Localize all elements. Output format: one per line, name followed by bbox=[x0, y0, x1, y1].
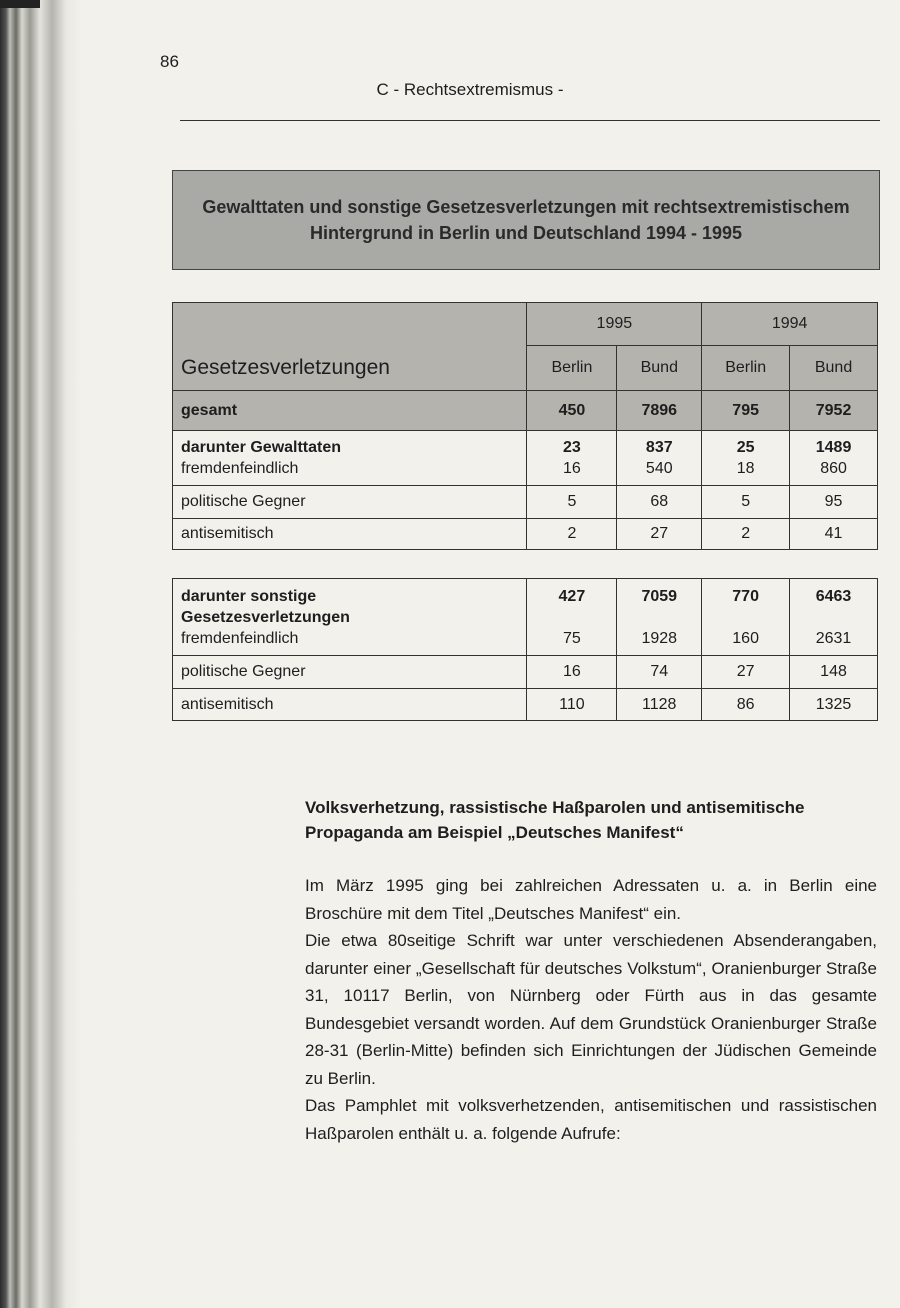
cell: 860 bbox=[820, 460, 847, 477]
cell: 27 bbox=[702, 656, 790, 689]
year-header: 1994 bbox=[702, 303, 878, 346]
table-row bbox=[173, 519, 878, 550]
cell: 86 bbox=[702, 689, 790, 721]
cell: 795 bbox=[702, 391, 790, 431]
table-title-box bbox=[172, 170, 880, 270]
table-title: Gewalttaten und sonstige Gesetzesverletzungen mit rechtsextremistischem Hintergrund in Berlin und Deutschland 1994 - 1995 bbox=[202, 197, 850, 243]
table-row bbox=[173, 579, 878, 656]
cell: 68 bbox=[617, 486, 702, 519]
cell: 837 bbox=[645, 439, 673, 456]
cell: 770 bbox=[732, 587, 759, 605]
cell: 18 bbox=[736, 460, 755, 477]
cell: 450 bbox=[527, 391, 617, 431]
cell: 160 bbox=[732, 629, 759, 647]
cell: 1928 bbox=[641, 629, 678, 647]
cell: 16 bbox=[527, 656, 617, 689]
cell: 16 bbox=[563, 460, 581, 477]
col-header: Berlin bbox=[527, 346, 617, 391]
table-row-gesamt bbox=[173, 391, 878, 431]
cell: 7952 bbox=[790, 391, 878, 431]
row-label: gesamt bbox=[173, 391, 527, 431]
cell: 7896 bbox=[617, 391, 702, 431]
row-label: Gesetzesverletzungen bbox=[181, 608, 350, 626]
statistics-table-other bbox=[172, 578, 878, 721]
section-heading: Volksverhetzung, rassistische Haßparolen und antisemitische Propaganda am Beispiel „Deutsches Manifest“ bbox=[305, 798, 805, 842]
table-row bbox=[173, 486, 878, 519]
cell: 2 bbox=[702, 519, 790, 550]
col-header: Bund bbox=[617, 346, 702, 391]
header-rule bbox=[180, 120, 880, 121]
cell: 23 bbox=[563, 439, 581, 456]
row-label: antisemitisch bbox=[173, 689, 527, 721]
cell: 95 bbox=[790, 486, 878, 519]
row-label: fremdenfeindlich bbox=[181, 460, 299, 477]
table-row bbox=[173, 431, 878, 486]
row-label: politische Gegner bbox=[173, 486, 527, 519]
book-binding-edge bbox=[0, 0, 82, 1308]
scan-edge-mark bbox=[0, 0, 40, 8]
cell: 6463 bbox=[815, 587, 852, 605]
paragraph: Das Pamphlet mit volksverhetzenden, antisemitischen und rassistischen Haßparolen enthält u. a. folgende Aufrufe: bbox=[305, 1096, 877, 1143]
table-row bbox=[173, 656, 878, 689]
statistics-table-violence bbox=[172, 302, 878, 550]
paragraph: Die etwa 80seitige Schrift war unter verschiedenen Absenderangaben, darunter einer „Gesellschaft für deutsches Volkstum“, Oranienburger Straße 31, 10117 Berlin, von Nürnberg oder Fürth aus in das gesamte Bundesgebiet versandt worden. Auf dem Grundstück Oranienburger Straße 28-31 (Berlin-Mitte) befinden sich Einrichtungen der Jüdischen Gemeinde zu Berlin. bbox=[305, 931, 877, 1088]
cell: 1325 bbox=[790, 689, 878, 721]
cell: 75 bbox=[562, 629, 581, 647]
cell: 110 bbox=[527, 689, 617, 721]
cell: 2631 bbox=[815, 629, 852, 647]
paragraph: Im März 1995 ging bei zahlreichen Adressaten u. a. in Berlin eine Broschüre mit dem Titel „Deutsches Manifest“ ein. bbox=[305, 876, 877, 923]
row-label: darunter sonstige bbox=[181, 587, 317, 605]
cell: 5 bbox=[527, 486, 617, 519]
cell: 5 bbox=[702, 486, 790, 519]
cell: 7059 bbox=[641, 587, 678, 605]
col-header: Berlin bbox=[702, 346, 790, 391]
page-number: 86 bbox=[160, 52, 179, 71]
row-label: darunter Gewalttaten bbox=[181, 439, 342, 456]
cell: 25 bbox=[736, 439, 755, 456]
cell: 427 bbox=[558, 587, 586, 605]
cell: 41 bbox=[790, 519, 878, 550]
cell: 1128 bbox=[617, 689, 702, 721]
cell: 74 bbox=[617, 656, 702, 689]
table-row bbox=[173, 689, 878, 721]
cell: 2 bbox=[527, 519, 617, 550]
year-header: 1995 bbox=[527, 303, 702, 346]
row-label: antisemitisch bbox=[173, 519, 527, 550]
row-label: fremdenfeindlich bbox=[181, 629, 299, 647]
cell: 148 bbox=[790, 656, 878, 689]
row-label: politische Gegner bbox=[173, 656, 527, 689]
running-header: C - Rechtsextremismus - bbox=[376, 80, 564, 99]
year-header-row bbox=[173, 303, 878, 346]
body-text bbox=[305, 872, 877, 1147]
col-header: Bund bbox=[790, 346, 878, 391]
cell: 27 bbox=[617, 519, 702, 550]
row-header: Gesetzesverletzungen bbox=[173, 303, 527, 391]
cell: 1489 bbox=[815, 439, 852, 456]
cell: 540 bbox=[645, 460, 673, 477]
